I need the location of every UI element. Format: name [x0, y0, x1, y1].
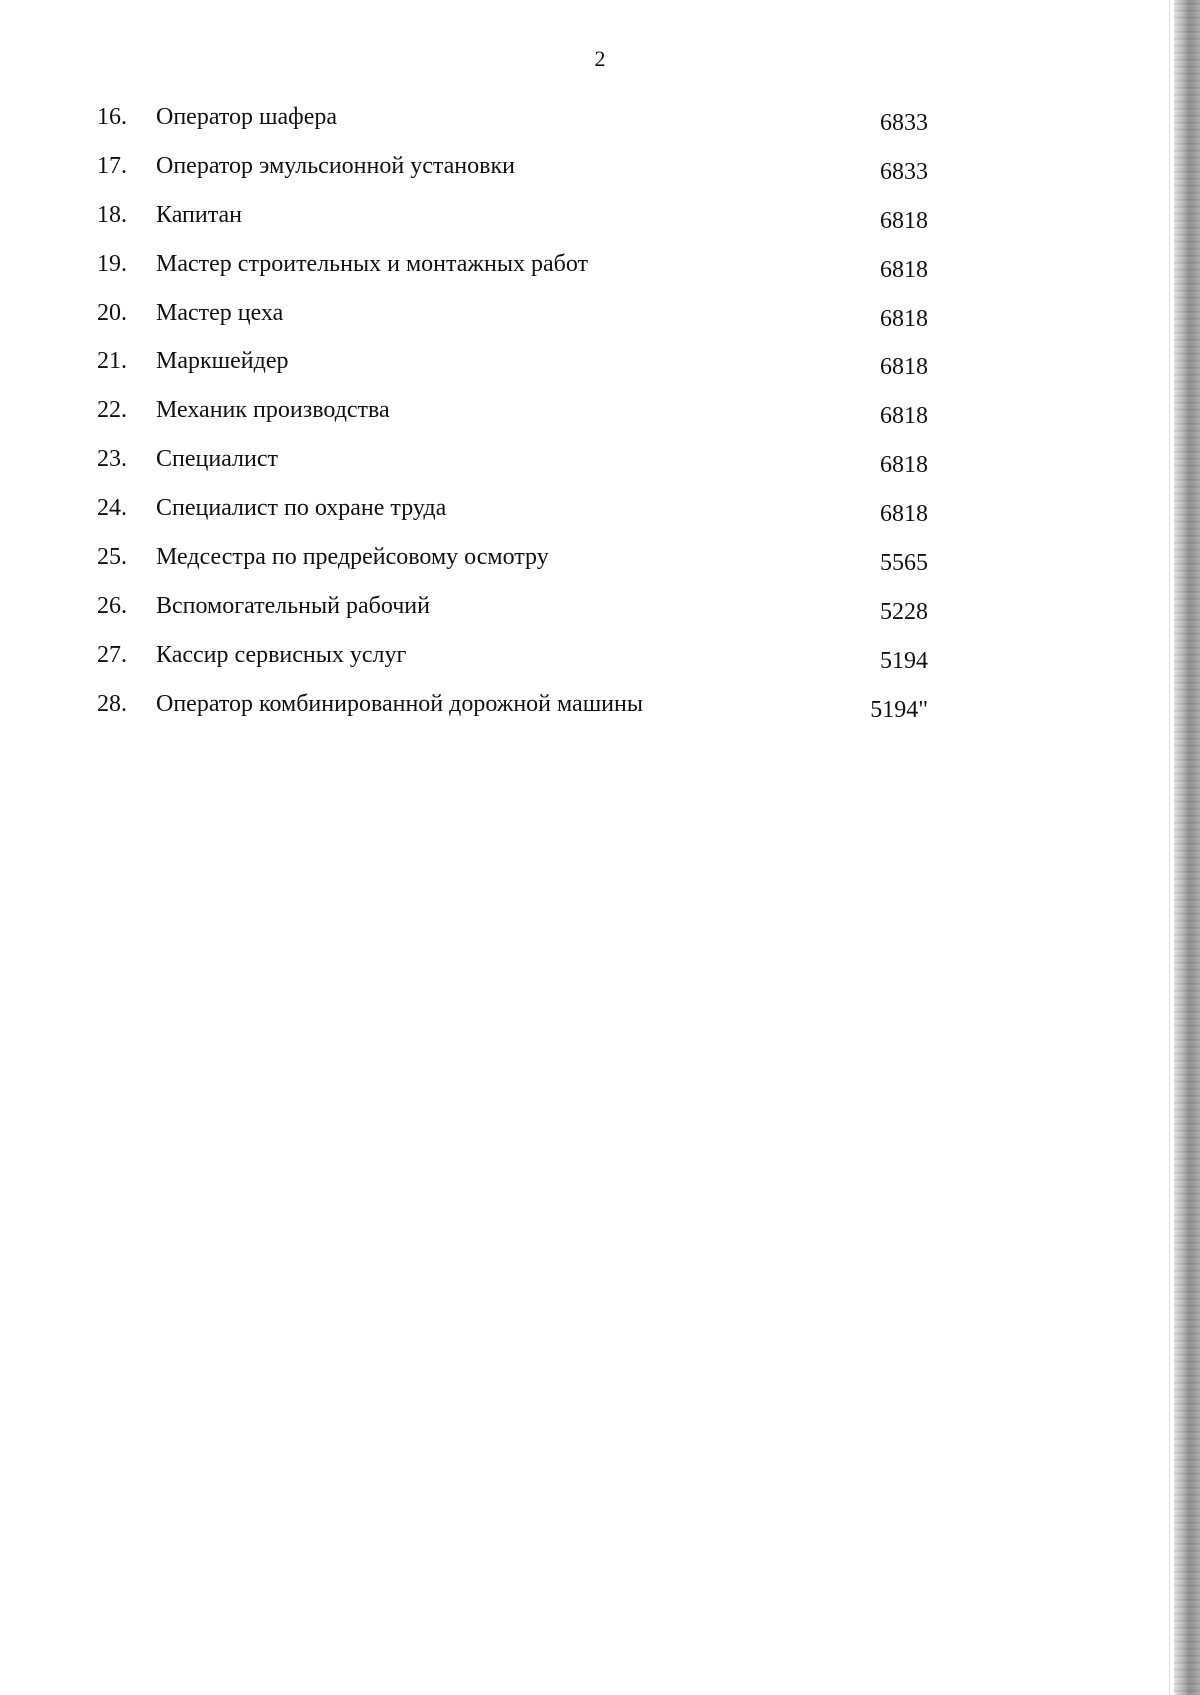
- item-title: Капитан: [156, 201, 242, 228]
- item-title: Специалист: [156, 446, 279, 473]
- list-item: [0, 296, 1200, 345]
- scan-edge: [1174, 0, 1200, 1695]
- item-value: 6818: [880, 305, 928, 332]
- item-title: Оператор эмульсионной установки: [156, 152, 515, 179]
- item-value: 5194": [870, 696, 928, 723]
- list-item: [0, 149, 1200, 198]
- page-number: 2: [594, 46, 606, 71]
- item-value: 5565: [880, 550, 928, 577]
- item-value: 6833: [880, 110, 928, 136]
- item-title: Медсестра по предрейсовому осмотру: [156, 544, 549, 571]
- list-item: [0, 198, 1200, 247]
- list-item: [0, 491, 1200, 540]
- item-number: 27.: [97, 641, 127, 668]
- item-number: 16.: [97, 104, 127, 130]
- list-item: [0, 442, 1200, 491]
- item-title: Оператор комбинированной дорожной машины: [156, 690, 643, 717]
- item-title: Мастер строительных и монтажных работ: [156, 250, 588, 277]
- item-value: 6818: [880, 452, 928, 479]
- item-number: 21.: [97, 348, 127, 375]
- list-item: [0, 247, 1200, 296]
- list-item: [0, 638, 1200, 687]
- item-number: 28.: [97, 690, 127, 717]
- position-list: [0, 100, 1200, 736]
- item-number: 26.: [97, 592, 127, 619]
- item-number: 22.: [97, 397, 127, 424]
- item-number: 18.: [97, 201, 127, 228]
- item-title: Кассир сервисных услуг: [156, 641, 407, 668]
- list-item: [0, 100, 1200, 149]
- item-title: Оператор шафера: [156, 104, 338, 130]
- item-value: 6818: [880, 501, 928, 528]
- list-item: [0, 589, 1200, 638]
- list-item: [0, 540, 1200, 589]
- item-value: 5194: [880, 647, 928, 674]
- item-value: 5228: [880, 598, 928, 625]
- item-title: Мастер цеха: [156, 299, 284, 326]
- item-number: 17.: [97, 152, 127, 179]
- item-value: 6818: [880, 403, 928, 430]
- item-value: 6818: [880, 256, 928, 283]
- item-number: 20.: [97, 299, 127, 326]
- scan-edge-line: [1169, 0, 1170, 1695]
- item-title: Механик производства: [156, 397, 390, 424]
- item-title: Вспомогательный рабочий: [156, 592, 430, 619]
- item-value: 6818: [880, 207, 928, 234]
- item-number: 23.: [97, 446, 127, 473]
- list-item: [0, 344, 1200, 393]
- item-number: 25.: [97, 544, 127, 571]
- item-title: Маркшейдер: [156, 348, 289, 375]
- item-value: 6833: [880, 158, 928, 185]
- item-number: 19.: [97, 250, 127, 277]
- item-number: 24.: [97, 495, 127, 522]
- item-title: Специалист по охране труда: [156, 495, 447, 522]
- list-item: [0, 393, 1200, 442]
- list-item: [0, 687, 1200, 736]
- item-value: 6818: [880, 354, 928, 381]
